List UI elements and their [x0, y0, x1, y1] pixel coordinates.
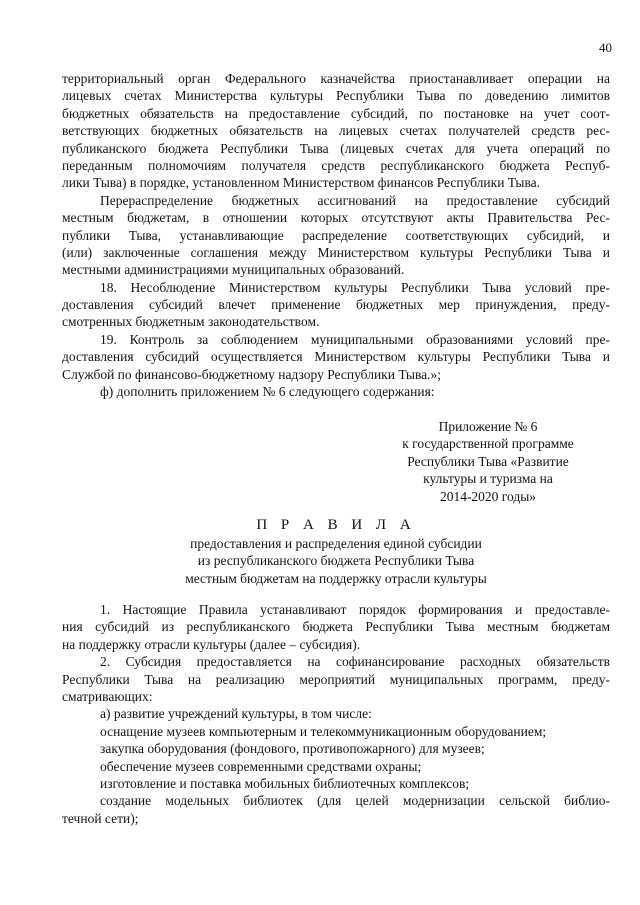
appendix-line: 2014-2020 годы» — [439, 488, 537, 504]
appendix-reference — [372, 418, 604, 505]
text-line: ф) дополнить приложением № 6 следующего содержания: — [100, 384, 435, 400]
text-line: Службой по финансово-бюджетному надзору Республики Тыва.»; — [62, 366, 442, 382]
text-line: местным бюджетам, в отношении которых отсутствуют акты Правительства Рес- — [62, 210, 610, 226]
text-line: Перераспределение бюджетных ассигнований на предоставление субсидий — [100, 192, 610, 208]
text-line: территориальный орган Федерального казначейства приостанавливает операции на — [62, 71, 610, 86]
text-line: лики Тыва) в порядке, установленном Министерством финансов Республики Тыва. — [62, 175, 541, 191]
text-line: 18. Несоблюдение Министерством культуры Республики Тыва условий пре- — [100, 279, 610, 295]
text-line: оснащение музеев компьютерным и телекоммуникационным оборудованием; — [100, 723, 547, 739]
text-line: доставления субсидий осуществляется Министерством культуры Республики Тыва и — [62, 349, 610, 365]
text-line: бюджетных обязательств на предоставление субсидий, по постановке на учет соот- — [62, 105, 610, 121]
text-line: 19. Контроль за соблюдением муниципальными образованиями условий пре- — [100, 331, 610, 347]
text-line: переданным полномочиям получателя средств республиканского бюджета Респуб- — [62, 157, 610, 173]
text-line: Республики Тыва на реализацию мероприятий муниципальных программ, преду- — [62, 671, 610, 687]
text-line: публиканского бюджета Республики Тыва (лицевых счетах для учета операций по — [62, 140, 610, 156]
text-line: 2. Субсидия предоставляется на софинансирование расходных обязательств — [100, 654, 610, 670]
text-line: а) развитие учреждений культуры, в том числе: — [100, 706, 372, 722]
rules-subtitle-line: предоставления и распределения единой субсидии — [190, 536, 482, 551]
appendix-line: Республики Тыва «Развитие — [407, 453, 569, 469]
text-line: (или) заключенные соглашения между Министерством культуры Республики Тыва и — [62, 244, 610, 260]
text-line: течной сети); — [62, 810, 139, 826]
appendix-line: культуры и туризма на — [423, 471, 553, 487]
rules-subtitle-line: из республиканского бюджета Республики Тыва — [197, 553, 475, 569]
page-number: 40 — [599, 40, 612, 55]
text-line: ния субсидий из республиканского бюджета Республики Тыва местным бюджетам — [62, 619, 610, 635]
text-line: доставления субсидий влечет применение бюджетных мер принуждения, преду- — [62, 297, 610, 313]
appendix-line: к государственной программе — [402, 436, 574, 452]
text-line: 1. Настоящие Правила устанавливают порядок формирования и предоставле- — [100, 602, 610, 617]
text-line: на поддержку отрасли культуры (далее – субсидия). — [62, 636, 361, 652]
rules-subtitle-line: местным бюджетам на поддержку отрасли культуры — [185, 570, 487, 586]
text-line: изготовление и поставка мобильных библиотечных комплексов; — [100, 775, 470, 791]
text-line: публики Тыва, устанавливающие распределение соответствующих субсидий, и — [62, 227, 610, 243]
intro-text — [62, 70, 610, 400]
text-line: местными администрациями муниципальных образований. — [62, 262, 405, 278]
text-line: закупка оборудования (фондового, противопожарного) для музеев; — [100, 741, 485, 757]
rules-title — [62, 517, 610, 587]
text-line: смотренных бюджетным законодательством. — [62, 314, 320, 330]
text-line: сматривающих: — [62, 688, 153, 704]
text-line: создание модельных библиотек (для целей модернизации сельской библио- — [100, 793, 610, 809]
appendix-line: Приложение № 6 — [438, 419, 538, 434]
rules-heading: П Р А В И Л А — [256, 517, 416, 533]
text-line: лицевых счетах Министерства культуры Республики Тыва по доведению лимитов — [62, 88, 610, 104]
rules-text — [62, 601, 610, 827]
text-line: ветствующих бюджетных обязательств на лицевых счетах получателей средств рес- — [62, 123, 610, 139]
text-line: обеспечение музеев современными средствами охраны; — [100, 758, 422, 774]
